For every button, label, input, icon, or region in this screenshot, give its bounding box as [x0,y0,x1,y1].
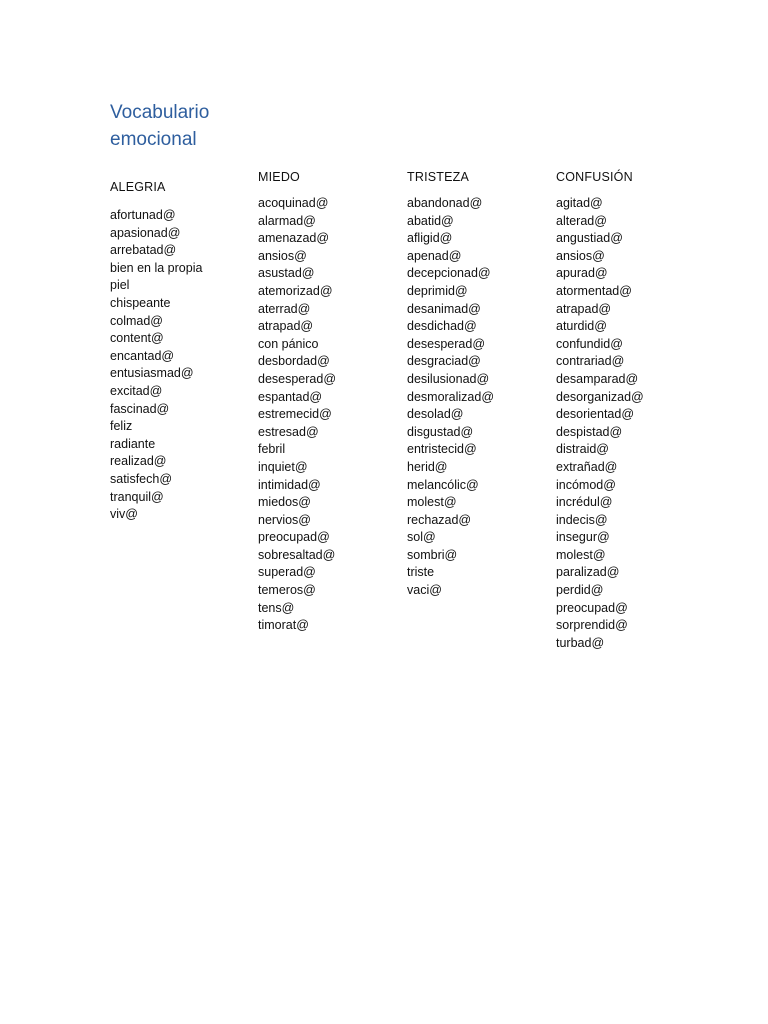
list-item: agitad@ [556,196,603,210]
list-item: desgraciad@ [407,354,481,369]
list-item: encantad@ [110,348,175,363]
list-item: bien en la propia [110,260,203,275]
list-item: asustad@ [258,266,315,281]
list-item: tranquil@ [110,489,164,504]
list-item: inquiet@ [258,459,308,474]
list-item: sobresaltad@ [258,547,336,562]
list-item: preocupad@ [258,530,330,545]
list-item: angustiad@ [556,231,623,246]
list-item: viv@ [110,507,138,522]
list-item: apasionad@ [110,225,181,240]
column-header-alegria: ALEGRIA [110,180,166,194]
list-item: espantad@ [258,389,323,404]
list-item: confundid@ [556,336,623,351]
list-item: superad@ [258,565,316,580]
list-item: incómod@ [556,477,616,492]
list-item: temeros@ [258,583,316,598]
list-item: entristecid@ [407,442,477,457]
list-item: desorganizad@ [556,389,644,404]
list-item: apenad@ [407,248,462,263]
list-item: turbad@ [556,635,605,650]
list-item: sorprendid@ [556,618,628,633]
list-item: contrariad@ [556,354,625,369]
list-item: febril [258,442,286,457]
list-item: acoquinad@ [258,196,329,210]
list-item: alarmad@ [258,213,316,228]
list-item: disgustad@ [407,424,474,439]
list-item: atormentad@ [556,283,632,298]
list-item: decepcionad@ [407,266,491,281]
list-item: intimidad@ [258,477,321,492]
list-item: satisfech@ [110,471,173,486]
list-item: estresad@ [258,424,319,439]
title-line-1: Vocabulario [110,102,210,123]
word-list-tristeza [407,195,555,600]
column-header-tristeza: TRISTEZA [407,170,470,184]
title-line-2: emocional [110,129,197,150]
list-item: nervios@ [258,512,311,527]
list-item: desanimad@ [407,301,481,316]
list-item: aterrad@ [258,301,311,316]
list-item: sombri@ [407,547,458,562]
list-item: insegur@ [556,530,610,545]
list-item: abatid@ [407,213,454,228]
list-item: rechazad@ [407,512,472,527]
list-item: colmad@ [110,313,163,328]
column-header-confusion: CONFUSIÓN [556,170,633,184]
column-header-miedo: MIEDO [258,170,300,184]
word-list-confusion [556,195,704,652]
list-item: atrapad@ [556,301,612,316]
list-item: desmoralizad@ [407,389,495,404]
list-item: distraid@ [556,442,609,457]
list-item: timorat@ [258,618,309,633]
list-item: ansios@ [556,248,605,263]
list-item: herid@ [407,459,448,474]
list-item: atemorizad@ [258,283,333,298]
list-item: fascinad@ [110,401,170,416]
list-item: preocupad@ [556,600,628,615]
list-item: afortunad@ [110,208,176,222]
list-item: entusiasmad@ [110,366,194,381]
list-item: desdichad@ [407,319,477,334]
list-item: miedos@ [258,495,311,510]
list-item: desesperad@ [258,371,337,386]
list-item: aturdid@ [556,319,607,334]
list-item: amenazad@ [258,231,330,246]
list-item: melancólic@ [407,477,479,492]
list-item: excitad@ [110,383,163,398]
list-item: paralizad@ [556,565,620,580]
list-item: ansios@ [258,248,307,263]
list-item: indecis@ [556,512,608,527]
page-title [110,99,209,153]
list-item: arrebatad@ [110,243,177,258]
list-item: triste [407,565,435,580]
list-item: deprimid@ [407,283,468,298]
column-miedo [258,169,406,635]
list-item: chispeante [110,295,171,310]
list-item: atrapad@ [258,319,314,334]
list-item: con pánico [258,336,319,351]
list-item: extrañad@ [556,459,618,474]
list-item: alterad@ [556,213,607,228]
list-item: tens@ [258,600,295,615]
list-item: desamparad@ [556,371,639,386]
list-item: desbordad@ [258,354,330,369]
word-list-alegria [110,207,258,524]
list-item: sol@ [407,530,436,545]
list-item: afligid@ [407,231,453,246]
list-item: desorientad@ [556,407,635,422]
list-item: desolad@ [407,407,464,422]
list-item: desesperad@ [407,336,486,351]
list-item: realizad@ [110,454,167,469]
list-item: incrédul@ [556,495,613,510]
list-item: perdid@ [556,583,604,598]
list-item: estremecid@ [258,407,332,422]
list-item: molest@ [556,547,606,562]
list-item: radiante [110,436,156,451]
list-item: abandonad@ [407,196,483,210]
list-item: desilusionad@ [407,371,490,386]
list-item: molest@ [407,495,457,510]
list-item: apurad@ [556,266,608,281]
column-confusion [556,169,704,652]
list-item: feliz [110,419,133,434]
list-item: piel [110,278,130,293]
column-tristeza [407,169,555,600]
list-item: despistad@ [556,424,623,439]
word-list-miedo [258,195,406,635]
column-alegria [110,179,258,524]
list-item: vaci@ [407,583,442,598]
list-item: content@ [110,331,164,346]
